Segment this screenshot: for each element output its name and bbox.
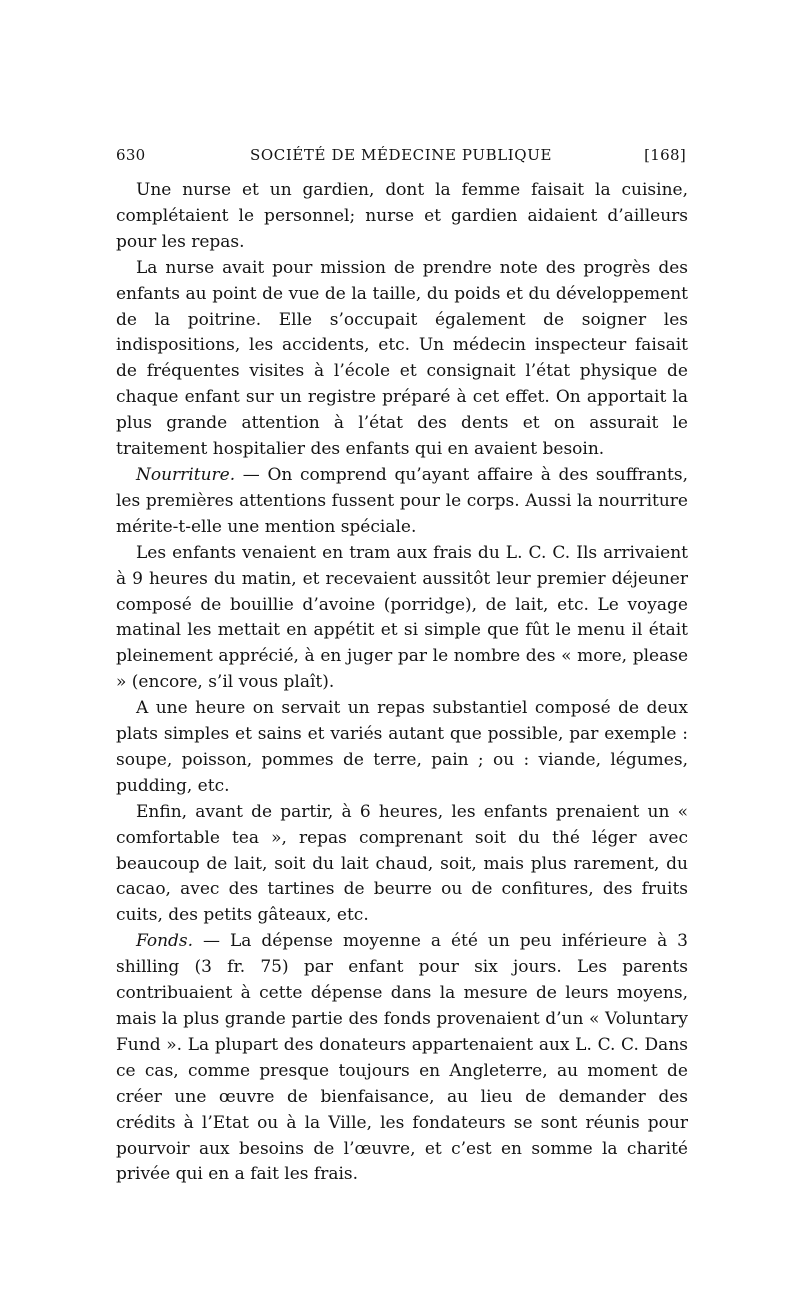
paragraph-lead: Nourriture. <box>136 464 236 485</box>
paragraph <box>116 929 688 1188</box>
paragraph-text: A une heure on servait un repas substantiel composé de deux plats simples et sains et variés autant que possible, par exemple : soupe, poisson, pommes de terre, pain ; ou : viande, légumes, pudding, etc. <box>116 698 688 796</box>
paragraph-text: — La dépense moyenne a été un peu inférieure à 3 shilling (3 fr. 75) par enfant pour six jours. Les parents contribuaient à cette dépense dans la mesure de leurs moyens, mais la plus grande partie des fonds provenaient d’un « Voluntary Fund ». La plupart des donateurs appartenaient aux L. C. C. Dans ce cas, comme presque toujours en Angleterre, au moment de créer une œuvre de bienfaisance, au lieu de demander des crédits à l’Etat ou à la Ville, les fondateurs se sont réunis pour pourvoir aux besoins de l’œuvre, et c’est en somme la charité privée qui en a fait les frais. <box>116 931 688 1185</box>
paragraph <box>116 541 688 696</box>
body-text <box>116 178 688 1188</box>
page-number: 630 <box>116 146 146 164</box>
paragraph <box>116 256 688 463</box>
paragraph-text: Une nurse et un gardien, dont la femme faisait la cuisine, complétaient le personnel; nurse et gardien aidaient d’ailleurs pour les repas. <box>116 180 688 252</box>
paragraph-text: La nurse avait pour mission de prendre note des progrès des enfants au point de vue de la taille, du poids et du développement de la poitrine. Elle s’occupait également de soigner les indispositions, les accidents, etc. Un médecin inspecteur faisait de fréquentes visites à l’école et consignait l’état physique de chaque enfant sur un registre préparé à cet effet. On apportait la plus grande attention à l’état des dents et on assurait le traitement hospitalier des enfants qui en avaient besoin. <box>116 257 688 460</box>
page-reference: [168] <box>644 146 686 164</box>
running-header <box>116 146 686 170</box>
paragraph-text: Les enfants venaient en tram aux frais du L. C. C. Ils arrivaient à 9 heures du matin, et recevaient aussitôt leur premier déjeuner composé de bouillie d’avoine (porridge), de lait, etc. Le voyage matinal les mettait en appétit et si simple que fût le menu il était pleinement apprécié, à en juger par le nombre des « more, please » (encore, s’il vous plaît). <box>116 542 688 693</box>
paragraph-text: Enfin, avant de partir, à 6 heures, les enfants prenaient un « comfortable tea », repas comprenant soit du thé léger avec beaucoup de lait, soit du lait chaud, soit, mais plus rarement, du cacao, avec des tartines de beurre ou de confitures, des fruits cuits, des petits gâteaux, etc. <box>116 801 688 926</box>
paragraph-text: — On comprend qu’ayant affaire à des souffrants, les premières attentions fussent pour le corps. Aussi la nourriture mérite-t-elle une mention spéciale. <box>116 464 688 537</box>
paragraph <box>116 696 688 800</box>
paragraph <box>116 463 688 541</box>
running-title: SOCIÉTÉ DE MÉDECINE PUBLIQUE <box>250 146 552 164</box>
paragraph <box>116 800 688 930</box>
paragraph <box>116 178 688 256</box>
paragraph-lead: Fonds. <box>136 931 194 952</box>
